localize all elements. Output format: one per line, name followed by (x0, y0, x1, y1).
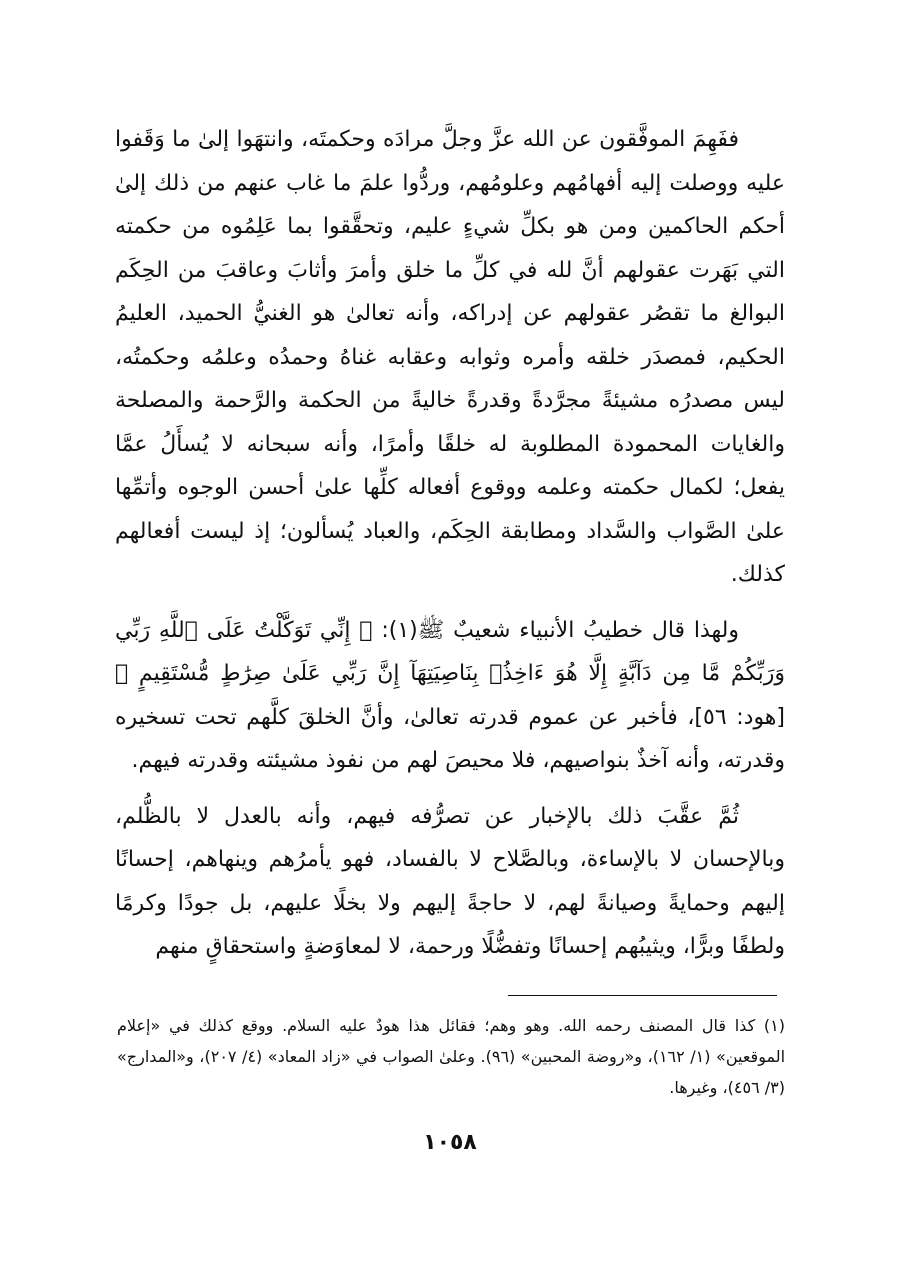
main-text (115, 118, 785, 981)
page-number: ١٠٥٨ (423, 1130, 477, 1155)
paragraph-3: ثُمَّ عقَّبَ ذلك بالإخبار عن تصرُّفه فيهم، وأنه بالعدل لا بالظُّلم، وبالإحسان لا بالإساءة، وبالصَّلاح لا بالفساد، فهو يأمرُهم وينهاهم، إحسانًا إليهم وحمايةً وصيانةً لهم، لا حاجةً إليهم ولا بخلًا عليهم، بل جودًا وكرمًا ولطفًا وبرًّا، ويثيبُهم إحسانًا وتفضُّلًا ورحمة، لا لمعاوَضةٍ واستحقاقٍ منهم (115, 803, 785, 959)
paragraph-1: ففَهِمَ الموفَّقون عن الله عزَّ وجلَّ مرادَه وحكمتَه، وانتهَوا إلىٰ ما وَقَفوا عليه ووصلت إليه أفهامُهم وعلومُهم، وردُّوا علمَ ما غاب عنهم من ذلك إلىٰ أحكم الحاكمين ومن هو بكلِّ شيءٍ عليم، وتحقَّقوا بما عَلِمُوه من حكمته التي بَهَرت عقولهم أنَّ لله في كلِّ ما خلق وأمرَ وأثابَ وعاقبَ من الحِكَم البوالغ ما تقصُر عقولهم عن إدراكه، وأنه تعالىٰ هو الغنيُّ الحميد، العليمُ الحكيم، فمصدَر خلقه وأمره وثوابه وعقابه غناهُ وحمدُه وعلمُه وحكمتُه، ليس مصدرُه مشيئةً مجرَّدةً وقدرةً خاليةً من الحكمة والرَّحمة والمصلحة والغايات المحمودة المطلوبة له خلقًا وأمرًا، وأنه سبحانه لا يُسأَلُ عمَّا يفعل؛ لكمال حكمته وعلمه ووقوع أفعاله كلِّها علىٰ أحسن الوجوه وأتمِّها علىٰ الصَّواب والسَّداد ومطابقة الحِكَم، والعباد يُسألون؛ إذ ليست أفعالهم كذلك. (115, 127, 785, 587)
paragraph-2: ولهذا قال خطيبُ الأنبياء شعيبٌ ﷺ(١): ﴿ إِنِّي تَوَكَّلْتُ عَلَى ٱللَّهِ رَبِّي وَرَبِّكُمْ مَّا مِن دَآبَّةٍ إِلَّا هُوَ ءَاخِذُۢ بِنَاصِيَتِهَآ إِنَّ رَبِّي عَلَىٰ صِرَٰطٍ مُّسْتَقِيمٍ ﴾ [هود: ٥٦]، فأخبر عن عموم قدرته تعالىٰ، وأنَّ الخلقَ كلَّهم تحت تسخيره وقدرته، وأنه آخذٌ بنواصيهم، فلا محيصَ لهم من نفوذ مشيئته وقدرته فيهم. (115, 617, 785, 773)
footnote-1: (١) كذا قال المصنف رحمه الله. وهو وهم؛ فقائل هذا هودٌ عليه السلام. ووقع كذلك في «إعلام الموقعين» (١/ ١٦٢)، و«روضة المحبين» (٩٦). وعلىٰ الصواب في «زاد المعاد» (٤/ ٢٠٧)، و«المدارج» (٣/ ٤٥٦)، وغيرها. (117, 1016, 786, 1097)
footnotes (117, 1010, 785, 1103)
footnote-divider (508, 995, 777, 996)
